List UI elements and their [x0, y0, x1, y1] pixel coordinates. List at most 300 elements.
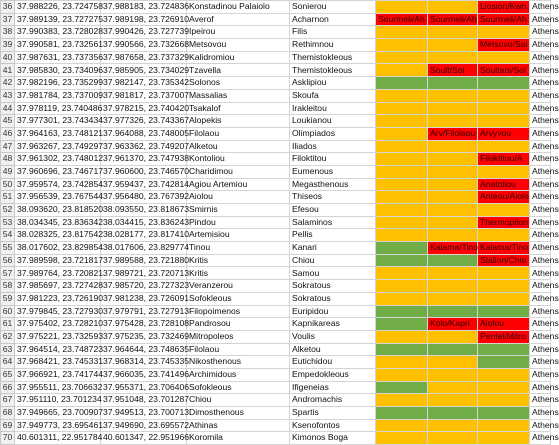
cell-street-1[interactable]: Tinou	[187, 242, 290, 255]
cell-status-2[interactable]	[428, 115, 478, 128]
row-number[interactable]: 64	[1, 356, 15, 369]
cell-street-1[interactable]: Metsovou	[187, 39, 290, 52]
cell-status-3[interactable]	[478, 432, 530, 445]
table-row[interactable]	[1, 292, 551, 305]
cell-status-2[interactable]	[428, 191, 478, 204]
cell-coordinates-b[interactable]: 37.985905, 23.734029	[101, 64, 187, 77]
row-number[interactable]: 50	[1, 178, 15, 191]
cell-coordinates-a[interactable]: 37.977301, 23.743434	[15, 115, 101, 128]
cell-street-1[interactable]: Athinas	[187, 419, 290, 432]
cell-status-1[interactable]	[376, 51, 428, 64]
cell-status-1[interactable]: Sourmeli/Ah	[376, 13, 428, 26]
cell-city[interactable]: Athens	[530, 368, 551, 381]
table-row[interactable]	[1, 165, 551, 178]
cell-status-1[interactable]	[376, 153, 428, 166]
cell-coordinates-a[interactable]: 37.975402, 23.728210	[15, 318, 101, 331]
cell-street-1[interactable]: Filolaou	[187, 127, 290, 140]
cell-coordinates-b[interactable]: 37.949513, 23.700713	[101, 407, 187, 420]
cell-status-2[interactable]	[428, 432, 478, 445]
table-row[interactable]	[1, 140, 551, 153]
row-number[interactable]: 54	[1, 229, 15, 242]
cell-coordinates-a[interactable]: 37.989139, 23.727275	[15, 13, 101, 26]
cell-status-2[interactable]	[428, 343, 478, 356]
cell-city[interactable]: Athens	[530, 242, 551, 255]
cell-city[interactable]: Athens	[530, 13, 551, 26]
cell-city[interactable]: Athens	[530, 343, 551, 356]
cell-street-2[interactable]: Megasthenous	[290, 178, 376, 191]
cell-city[interactable]: Athens	[530, 89, 551, 102]
cell-status-2[interactable]	[428, 229, 478, 242]
table-row[interactable]	[1, 127, 551, 140]
cell-status-1[interactable]	[376, 39, 428, 52]
cell-city[interactable]: Athens	[530, 330, 551, 343]
cell-coordinates-b[interactable]: 37.989721, 23.720713	[101, 267, 187, 280]
cell-coordinates-b[interactable]: 37.979791, 23.727913	[101, 305, 187, 318]
row-number[interactable]: 40	[1, 51, 15, 64]
row-number[interactable]: 48	[1, 153, 15, 166]
cell-status-1[interactable]	[376, 330, 428, 343]
cell-status-1[interactable]	[376, 115, 428, 128]
cell-status-2[interactable]	[428, 356, 478, 369]
cell-street-2[interactable]: Empedokleous	[290, 368, 376, 381]
cell-status-2[interactable]	[428, 292, 478, 305]
cell-coordinates-b[interactable]: 38.034415, 23.836243	[101, 216, 187, 229]
table-row[interactable]	[1, 356, 551, 369]
cell-coordinates-b[interactable]: 37.956480, 23.767392	[101, 191, 187, 204]
row-number[interactable]: 51	[1, 191, 15, 204]
cell-coordinates-b[interactable]: 37.981238, 23.726091	[101, 292, 187, 305]
cell-status-2[interactable]	[428, 204, 478, 217]
table-row[interactable]	[1, 102, 551, 115]
row-number[interactable]: 60	[1, 305, 15, 318]
row-number[interactable]: 68	[1, 407, 15, 420]
cell-street-2[interactable]: Thiseos	[290, 191, 376, 204]
row-number[interactable]: 37	[1, 13, 15, 26]
cell-coordinates-b[interactable]: 37.960600, 23.746570	[101, 165, 187, 178]
cell-street-2[interactable]: Pellis	[290, 229, 376, 242]
cell-status-1[interactable]	[376, 267, 428, 280]
cell-street-1[interactable]: Charidimou	[187, 165, 290, 178]
cell-status-1[interactable]	[376, 381, 428, 394]
cell-status-3[interactable]	[478, 115, 530, 128]
cell-status-3[interactable]: Arvyvou	[478, 127, 530, 140]
row-number[interactable]: 58	[1, 280, 15, 293]
row-number[interactable]: 62	[1, 330, 15, 343]
cell-city[interactable]: Athens	[530, 127, 551, 140]
cell-coordinates-a[interactable]: 37.956539, 23.767544	[15, 191, 101, 204]
cell-city[interactable]: Athens	[530, 267, 551, 280]
cell-coordinates-a[interactable]: 37.966921, 23.741744	[15, 368, 101, 381]
cell-street-2[interactable]: Sokratous	[290, 292, 376, 305]
cell-coordinates-a[interactable]: 37.979845, 23.727930	[15, 305, 101, 318]
cell-coordinates-a[interactable]: 38.034345, 23.836342	[15, 216, 101, 229]
table-row[interactable]	[1, 64, 551, 77]
cell-street-1[interactable]: Smirnis	[187, 204, 290, 217]
cell-status-3[interactable]	[478, 368, 530, 381]
cell-coordinates-b[interactable]: 37.989588, 23.721880	[101, 254, 187, 267]
table-row[interactable]	[1, 1, 551, 14]
row-number[interactable]: 65	[1, 368, 15, 381]
cell-street-2[interactable]: Loukianou	[290, 115, 376, 128]
cell-street-1[interactable]: Agiou Artemiou	[187, 178, 290, 191]
cell-street-1[interactable]: Artemisiou	[187, 229, 290, 242]
cell-coordinates-b[interactable]: 37.966035, 23.741496	[101, 368, 187, 381]
cell-street-2[interactable]: Alketou	[290, 343, 376, 356]
cell-status-3[interactable]	[478, 280, 530, 293]
cell-status-3[interactable]	[478, 77, 530, 90]
cell-status-1[interactable]	[376, 254, 428, 267]
cell-status-2[interactable]	[428, 1, 478, 14]
table-row[interactable]	[1, 13, 551, 26]
table-row[interactable]	[1, 153, 551, 166]
row-number[interactable]: 41	[1, 64, 15, 77]
cell-coordinates-a[interactable]: 37.949665, 23.700907	[15, 407, 101, 420]
table-row[interactable]	[1, 77, 551, 90]
cell-status-2[interactable]	[428, 51, 478, 64]
cell-status-3[interactable]: Anteou/Aiolo	[478, 191, 530, 204]
cell-coordinates-b[interactable]: 37.990566, 23.732668	[101, 39, 187, 52]
cell-coordinates-a[interactable]: 37.978119, 23.740486	[15, 102, 101, 115]
cell-coordinates-a[interactable]: 37.968421, 23.745331	[15, 356, 101, 369]
cell-status-3[interactable]	[478, 267, 530, 280]
table-row[interactable]	[1, 305, 551, 318]
cell-status-2[interactable]	[428, 280, 478, 293]
cell-street-2[interactable]: Kapnikareas	[290, 318, 376, 331]
cell-status-1[interactable]	[376, 318, 428, 331]
cell-coordinates-b[interactable]: 37.955371, 23.706406	[101, 381, 187, 394]
cell-status-1[interactable]	[376, 368, 428, 381]
cell-status-1[interactable]	[376, 178, 428, 191]
cell-status-3[interactable]	[478, 229, 530, 242]
cell-status-2[interactable]	[428, 102, 478, 115]
cell-status-3[interactable]: Anatoliou	[478, 178, 530, 191]
cell-status-1[interactable]	[376, 419, 428, 432]
cell-status-1[interactable]	[376, 229, 428, 242]
row-number[interactable]: 70	[1, 432, 15, 445]
cell-coordinates-b[interactable]: 37.978215, 23.740420	[101, 102, 187, 115]
row-number[interactable]: 66	[1, 381, 15, 394]
cell-coordinates-b[interactable]: 37.990426, 23.727739	[101, 26, 187, 39]
cell-status-2[interactable]	[428, 153, 478, 166]
cell-status-3[interactable]: Kalama/Tino	[478, 242, 530, 255]
cell-coordinates-b[interactable]: 37.988183, 23.724836	[101, 1, 187, 14]
cell-city[interactable]: Athens	[530, 394, 551, 407]
row-number[interactable]: 59	[1, 292, 15, 305]
cell-coordinates-a[interactable]: 37.990581, 23.732561	[15, 39, 101, 52]
cell-status-1[interactable]	[376, 242, 428, 255]
cell-coordinates-b[interactable]: 37.949690, 23.695572	[101, 419, 187, 432]
cell-status-2[interactable]	[428, 419, 478, 432]
table-row[interactable]	[1, 394, 551, 407]
cell-status-3[interactable]: Filoktitou/A	[478, 153, 530, 166]
cell-status-1[interactable]	[376, 140, 428, 153]
cell-city[interactable]: Athens	[530, 432, 551, 445]
cell-city[interactable]: Athens	[530, 381, 551, 394]
cell-status-1[interactable]	[376, 77, 428, 90]
table-row[interactable]	[1, 432, 551, 445]
cell-coordinates-b[interactable]: 37.975235, 23.732469	[101, 330, 187, 343]
cell-street-1[interactable]: Averof	[187, 13, 290, 26]
cell-status-1[interactable]	[376, 102, 428, 115]
cell-coordinates-b[interactable]: 37.982147, 23.735342	[101, 77, 187, 90]
cell-status-1[interactable]	[376, 191, 428, 204]
cell-city[interactable]: Athens	[530, 153, 551, 166]
cell-street-2[interactable]: Acharnon	[290, 13, 376, 26]
cell-status-3[interactable]	[478, 407, 530, 420]
cell-coordinates-a[interactable]: 37.990383, 23.728028	[15, 26, 101, 39]
cell-status-2[interactable]	[428, 216, 478, 229]
table-row[interactable]	[1, 89, 551, 102]
table-row[interactable]	[1, 330, 551, 343]
cell-city[interactable]: Athens	[530, 356, 551, 369]
cell-street-1[interactable]: Sofokleous	[187, 381, 290, 394]
cell-street-2[interactable]: Themistokleous	[290, 51, 376, 64]
cell-city[interactable]: Athens	[530, 115, 551, 128]
cell-street-1[interactable]: Kritis	[187, 267, 290, 280]
row-number[interactable]: 49	[1, 165, 15, 178]
table-row[interactable]	[1, 419, 551, 432]
cell-status-2[interactable]: Kalama/Tino	[428, 242, 478, 255]
row-number[interactable]: 56	[1, 254, 15, 267]
cell-status-3[interactable]	[478, 89, 530, 102]
cell-status-3[interactable]	[478, 343, 530, 356]
cell-street-1[interactable]: Nikosthenous	[187, 356, 290, 369]
cell-coordinates-b[interactable]: 37.975428, 23.728108	[101, 318, 187, 331]
row-number[interactable]: 67	[1, 394, 15, 407]
cell-street-1[interactable]: Kritis	[187, 254, 290, 267]
cell-street-2[interactable]: Themistokleous	[290, 64, 376, 77]
table-row[interactable]	[1, 51, 551, 64]
cell-street-2[interactable]: Irakleitou	[290, 102, 376, 115]
cell-street-2[interactable]: Voulis	[290, 330, 376, 343]
cell-status-3[interactable]: Sourmeli/Ah	[478, 13, 530, 26]
cell-status-3[interactable]	[478, 292, 530, 305]
row-number[interactable]: 38	[1, 26, 15, 39]
cell-street-1[interactable]: Mitropoleos	[187, 330, 290, 343]
row-number[interactable]: 69	[1, 419, 15, 432]
cell-coordinates-b[interactable]: 38.093550, 23.818673	[101, 204, 187, 217]
cell-status-3[interactable]: Stalion/Chio	[478, 254, 530, 267]
cell-status-2[interactable]: Sourmeli/Ah	[428, 13, 478, 26]
cell-coordinates-a[interactable]: 37.982196, 23.735299	[15, 77, 101, 90]
cell-status-1[interactable]	[376, 165, 428, 178]
row-number[interactable]: 36	[1, 1, 15, 14]
table-row[interactable]	[1, 216, 551, 229]
cell-street-2[interactable]: Filoktitou	[290, 153, 376, 166]
cell-coordinates-a[interactable]: 37.981223, 23.726190	[15, 292, 101, 305]
cell-coordinates-b[interactable]: 37.959437, 23.742814	[101, 178, 187, 191]
cell-street-1[interactable]: Kontoliou	[187, 153, 290, 166]
table-row[interactable]	[1, 343, 551, 356]
cell-city[interactable]: Athens	[530, 204, 551, 217]
cell-status-1[interactable]	[376, 305, 428, 318]
row-number[interactable]: 45	[1, 115, 15, 128]
cell-status-1[interactable]	[376, 1, 428, 14]
row-number[interactable]: 57	[1, 267, 15, 280]
row-number[interactable]: 46	[1, 127, 15, 140]
cell-status-3[interactable]	[478, 165, 530, 178]
row-number[interactable]: 52	[1, 204, 15, 217]
cell-street-1[interactable]: Chiou	[187, 394, 290, 407]
cell-status-3[interactable]	[478, 394, 530, 407]
cell-status-3[interactable]	[478, 305, 530, 318]
cell-status-3[interactable]	[478, 140, 530, 153]
cell-coordinates-a[interactable]: 37.963267, 23.749297	[15, 140, 101, 153]
cell-coordinates-a[interactable]: 37.981784, 23.737009	[15, 89, 101, 102]
cell-status-1[interactable]	[376, 356, 428, 369]
cell-coordinates-a[interactable]: 38.017602, 23.829854	[15, 242, 101, 255]
table-row[interactable]	[1, 115, 551, 128]
cell-street-2[interactable]: Kimonos Boga	[290, 432, 376, 445]
cell-street-2[interactable]: Samou	[290, 267, 376, 280]
cell-city[interactable]: Athens	[530, 254, 551, 267]
row-number[interactable]: 63	[1, 343, 15, 356]
cell-street-1[interactable]: Koromila	[187, 432, 290, 445]
table-row[interactable]	[1, 280, 551, 293]
cell-status-2[interactable]	[428, 254, 478, 267]
cell-status-3[interactable]	[478, 204, 530, 217]
cell-status-3[interactable]	[478, 356, 530, 369]
cell-status-1[interactable]	[376, 407, 428, 420]
cell-coordinates-a[interactable]: 37.985830, 23.734096	[15, 64, 101, 77]
cell-street-2[interactable]: Spartis	[290, 407, 376, 420]
cell-street-1[interactable]: Tzavella	[187, 64, 290, 77]
cell-street-2[interactable]: Eutichidou	[290, 356, 376, 369]
cell-status-3[interactable]: Soultani/Sol	[478, 64, 530, 77]
cell-status-3[interactable]	[478, 381, 530, 394]
row-number[interactable]: 61	[1, 318, 15, 331]
cell-status-1[interactable]	[376, 343, 428, 356]
cell-street-1[interactable]: Alketou	[187, 140, 290, 153]
cell-status-1[interactable]	[376, 216, 428, 229]
cell-street-1[interactable]: Ipeirou	[187, 26, 290, 39]
cell-city[interactable]: Athens	[530, 51, 551, 64]
cell-city[interactable]: Athens	[530, 229, 551, 242]
cell-city[interactable]: Athens	[530, 178, 551, 191]
cell-status-2[interactable]	[428, 394, 478, 407]
table-row[interactable]	[1, 26, 551, 39]
table-row[interactable]	[1, 254, 551, 267]
cell-status-2[interactable]	[428, 407, 478, 420]
cell-status-2[interactable]	[428, 267, 478, 280]
cell-city[interactable]: Athens	[530, 216, 551, 229]
cell-coordinates-a[interactable]: 38.093620, 23.818520	[15, 204, 101, 217]
table-row[interactable]	[1, 242, 551, 255]
cell-coordinates-b[interactable]: 38.028177, 23.817410	[101, 229, 187, 242]
cell-city[interactable]: Athens	[530, 305, 551, 318]
row-number[interactable]: 43	[1, 89, 15, 102]
cell-coordinates-a[interactable]: 37.951110, 23.701234	[15, 394, 101, 407]
cell-city[interactable]: Athens	[530, 1, 551, 14]
cell-street-1[interactable]: Konstadinou Palaiolo	[187, 1, 290, 14]
cell-coordinates-a[interactable]: 37.960696, 23.746717	[15, 165, 101, 178]
cell-status-3[interactable]: Liosion/Kwn	[478, 1, 530, 14]
row-number[interactable]: 55	[1, 242, 15, 255]
cell-city[interactable]: Athens	[530, 165, 551, 178]
cell-street-2[interactable]: Salaminos	[290, 216, 376, 229]
cell-status-2[interactable]	[428, 305, 478, 318]
cell-coordinates-a[interactable]: 37.964163, 23.748121	[15, 127, 101, 140]
cell-status-3[interactable]	[478, 102, 530, 115]
cell-coordinates-b[interactable]: 37.987658, 23.737329	[101, 51, 187, 64]
row-number[interactable]: 44	[1, 102, 15, 115]
cell-status-2[interactable]	[428, 39, 478, 52]
cell-coordinates-a[interactable]: 37.975221, 23.732593	[15, 330, 101, 343]
cell-status-2[interactable]: Soult/Sol	[428, 64, 478, 77]
cell-status-2[interactable]	[428, 89, 478, 102]
cell-status-1[interactable]	[376, 64, 428, 77]
cell-coordinates-b[interactable]: 37.961370, 23.747938	[101, 153, 187, 166]
cell-coordinates-a[interactable]: 37.959574, 23.742854	[15, 178, 101, 191]
cell-status-3[interactable]: Thermopilon	[478, 216, 530, 229]
cell-city[interactable]: Athens	[530, 102, 551, 115]
cell-coordinates-b[interactable]: 37.964088, 23.748005	[101, 127, 187, 140]
cell-status-1[interactable]	[376, 292, 428, 305]
cell-coordinates-b[interactable]: 37.963362, 23.749207	[101, 140, 187, 153]
table-row[interactable]	[1, 178, 551, 191]
cell-street-2[interactable]: Iliados	[290, 140, 376, 153]
cell-status-1[interactable]	[376, 280, 428, 293]
cell-status-2[interactable]	[428, 77, 478, 90]
cell-status-2[interactable]	[428, 330, 478, 343]
cell-city[interactable]: Athens	[530, 419, 551, 432]
cell-status-2[interactable]	[428, 140, 478, 153]
cell-street-2[interactable]: Skoufa	[290, 89, 376, 102]
cell-street-1[interactable]: Pandrosou	[187, 318, 290, 331]
cell-status-3[interactable]: Metsovo/Sai	[478, 39, 530, 52]
cell-street-1[interactable]: Pindou	[187, 216, 290, 229]
cell-street-1[interactable]: Filolaou	[187, 343, 290, 356]
cell-street-2[interactable]: Sonierou	[290, 1, 376, 14]
cell-coordinates-a[interactable]: 40.601311, 22.951784	[15, 432, 101, 445]
cell-city[interactable]: Athens	[530, 292, 551, 305]
cell-coordinates-b[interactable]: 37.989198, 23.726910	[101, 13, 187, 26]
cell-street-1[interactable]: Solonos	[187, 77, 290, 90]
cell-street-1[interactable]: Aiolou	[187, 191, 290, 204]
row-number[interactable]: 42	[1, 77, 15, 90]
cell-coordinates-a[interactable]: 37.989764, 23.720821	[15, 267, 101, 280]
cell-coordinates-b[interactable]: 37.977326, 23.743367	[101, 115, 187, 128]
cell-street-2[interactable]: Filis	[290, 26, 376, 39]
cell-status-3[interactable]	[478, 51, 530, 64]
row-number[interactable]: 47	[1, 140, 15, 153]
cell-status-3[interactable]: Pentel/Mitro	[478, 330, 530, 343]
cell-status-2[interactable]	[428, 26, 478, 39]
table-row[interactable]	[1, 267, 551, 280]
cell-coordinates-a[interactable]: 37.987631, 23.737356	[15, 51, 101, 64]
cell-street-1[interactable]: Massalias	[187, 89, 290, 102]
cell-city[interactable]: Athens	[530, 407, 551, 420]
cell-city[interactable]: Athens	[530, 318, 551, 331]
cell-status-2[interactable]: Kolo/Kapri	[428, 318, 478, 331]
table-row[interactable]	[1, 407, 551, 420]
table-row[interactable]	[1, 381, 551, 394]
cell-coordinates-b[interactable]: 37.981817, 23.737007	[101, 89, 187, 102]
cell-street-1[interactable]: Sofokleous	[187, 292, 290, 305]
cell-street-2[interactable]: Chiou	[290, 254, 376, 267]
cell-city[interactable]: Athens	[530, 140, 551, 153]
cell-coordinates-b[interactable]: 38.017606, 23.829774	[101, 242, 187, 255]
cell-status-2[interactable]	[428, 381, 478, 394]
cell-city[interactable]: Athens	[530, 64, 551, 77]
cell-coordinates-a[interactable]: 38.028325, 23.817542	[15, 229, 101, 242]
cell-street-2[interactable]: Euripidou	[290, 305, 376, 318]
cell-street-2[interactable]: Sokratous	[290, 280, 376, 293]
cell-street-1[interactable]: Alopekis	[187, 115, 290, 128]
table-row[interactable]	[1, 204, 551, 217]
cell-status-1[interactable]	[376, 89, 428, 102]
cell-status-2[interactable]	[428, 165, 478, 178]
